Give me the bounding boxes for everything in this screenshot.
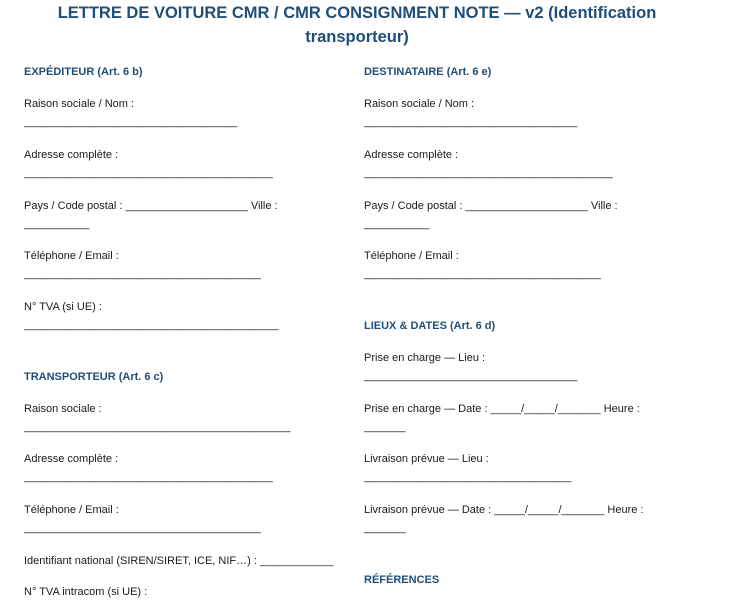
destinataire-tel-field[interactable]: ________________________________________ [364, 268, 601, 280]
destinataire-adresse-field[interactable]: __________________________________________ [364, 167, 613, 179]
transporteur-heading: TRANSPORTEUR (Art. 6 c) [24, 371, 164, 383]
title-line-2: transporteur) [305, 28, 409, 46]
destinataire-ville-field[interactable]: ___________ [364, 218, 430, 230]
expediteur-heading: EXPÉDITEUR (Art. 6 b) [24, 66, 143, 78]
expediteur-tva-field[interactable]: ___________________________________________ [24, 319, 279, 331]
livraison-lieu-label: Livraison prévue — Lieu : [364, 453, 489, 465]
expediteur-pays-field[interactable]: Pays / Code postal : ____________________ Ville : [24, 200, 278, 212]
transporteur-ident-field[interactable]: Identifiant national (SIREN/SIRET, ICE, NIF…) : ____________ [24, 555, 334, 567]
expediteur-tel-label: Téléphone / Email : [24, 250, 119, 262]
transporteur-adresse-label: Adresse complète : [24, 453, 119, 465]
destinataire-heading: DESTINATAIRE (Art. 6 e) [364, 66, 492, 78]
expediteur-raison-label: Raison sociale / Nom : [24, 98, 135, 110]
destinataire-raison-label: Raison sociale / Nom : [364, 98, 475, 110]
prise-en-charge-lieu-field[interactable]: ____________________________________ [364, 370, 578, 382]
transporteur-raison-field[interactable]: _____________________________________________ [24, 421, 291, 433]
lieux-dates-heading: LIEUX & DATES (Art. 6 d) [364, 320, 496, 332]
title-line-1: LETTRE DE VOITURE CMR / CMR CONSIGNMENT NOTE — v2 (Identification [57, 4, 657, 22]
transporteur-raison-label: Raison sociale : [24, 403, 102, 415]
prise-en-charge-date-field[interactable]: Prise en charge — Date : _____/_____/_______ Heure : [364, 403, 640, 415]
expediteur-adresse-label: Adresse complète : [24, 149, 119, 161]
transporteur-tel-field[interactable]: ________________________________________ [24, 522, 261, 534]
destinataire-raison-field[interactable]: ____________________________________ [364, 116, 578, 128]
livraison-heure-field[interactable]: _______ [364, 522, 406, 534]
livraison-date-field[interactable]: Livraison prévue — Date : _____/_____/_______ Heure : [364, 504, 644, 516]
transporteur-adresse-field[interactable]: __________________________________________ [24, 471, 273, 483]
expediteur-adresse-field[interactable]: __________________________________________ [24, 167, 273, 179]
transporteur-tel-label: Téléphone / Email : [24, 504, 119, 516]
expediteur-tel-field[interactable]: ________________________________________ [24, 268, 261, 280]
prise-en-charge-lieu-label: Prise en charge — Lieu : [364, 352, 486, 364]
expediteur-raison-field[interactable]: ____________________________________ [24, 116, 238, 128]
expediteur-ville-field[interactable]: ___________ [24, 218, 90, 230]
destinataire-pays-field[interactable]: Pays / Code postal : ____________________ Ville : [364, 200, 618, 212]
destinataire-adresse-label: Adresse complète : [364, 149, 459, 161]
transporteur-tva-intra-label: N° TVA intracom (si UE) : [24, 586, 148, 598]
prise-en-charge-heure-field[interactable]: _______ [364, 421, 406, 433]
livraison-lieu-field[interactable]: ___________________________________ [364, 471, 572, 483]
destinataire-tel-label: Téléphone / Email : [364, 250, 459, 262]
expediteur-tva-label: N° TVA (si UE) : [24, 301, 102, 313]
references-heading: RÉFÉRENCES [364, 574, 440, 586]
